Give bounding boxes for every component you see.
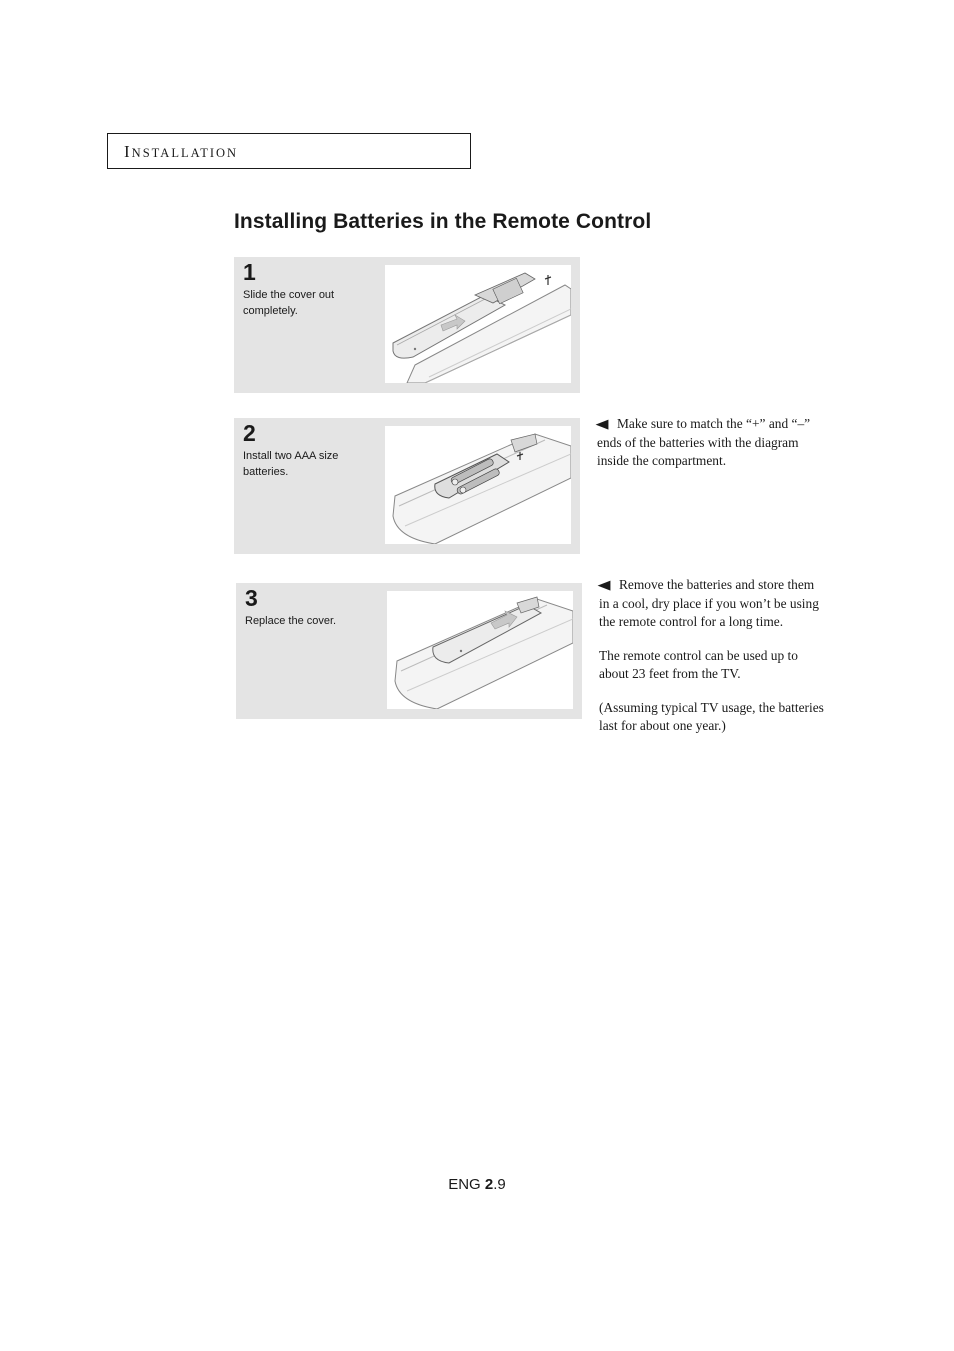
note-battery-polarity: ◀ Make sure to match the “+” and “–” ends of the batteries with the diagram inside the compartment. [595,416,811,468]
note-paragraph: ◀ Remove the batteries and store them in a cool, dry place if you won’t be using the remote control for a long time. [597,577,819,629]
page-number: ENG 2.9 [448,1176,506,1193]
remote-batteries-illustration [385,426,571,544]
step-number: 2 [243,420,256,446]
remote-icon [385,426,571,544]
remote-icon [385,265,571,383]
note-triangle-icon: ◀ [595,417,609,432]
note-triangle-icon: ◀ [597,578,611,593]
remote-closed-cover-illustration [387,591,573,709]
remote-open-cover-illustration [385,265,571,383]
note-paragraph: (Assuming typical TV usage, the batteries last for about one year.) [599,700,824,733]
step-number: 3 [245,585,258,611]
step-text: Replace the cover. [245,615,337,627]
note-paragraph: The remote control can be used up to about 23 feet from the TV. [599,648,798,681]
remote-icon [387,591,573,709]
step-1-panel [234,257,580,393]
step-2-panel [234,418,580,554]
step-text: Slide the cover out completely. [243,289,335,317]
page-title: Installing Batteries in the Remote Control [234,210,652,233]
step-3-panel [236,583,582,719]
section-header-label: INSTALLATION [124,142,239,161]
step-text: Install two AAA size batteries. [243,450,339,478]
step-number: 1 [243,259,256,285]
note-battery-storage [599,576,827,751]
